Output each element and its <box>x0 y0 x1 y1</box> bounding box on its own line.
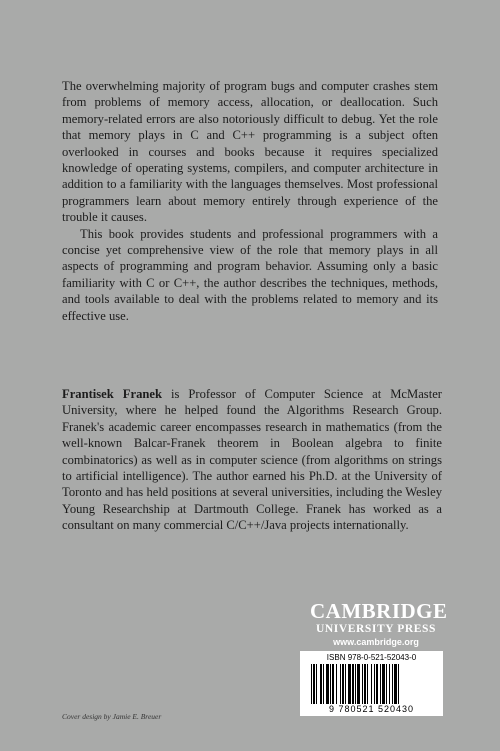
cover-credit: Cover design by Jamie E. Breuer <box>62 712 162 721</box>
barcode-bar <box>386 664 387 704</box>
barcode-bar <box>367 664 368 704</box>
barcode-bar <box>320 664 322 704</box>
barcode-bar <box>380 664 381 704</box>
barcode-bar <box>398 664 399 704</box>
barcode-bar <box>313 664 315 704</box>
isbn-label: ISBN 978-0-521-52043-0 <box>326 653 417 662</box>
barcode-bar <box>364 664 366 704</box>
book-description <box>62 78 438 324</box>
description-paragraph-1: The overwhelming majority of program bugs and computer crashes stem from problems of memory access, allocation, or deallocation. Such memory-related errors are also notoriously difficult to debug. Yet the role that memory plays in C and C++ programming is a subject often overlooked in courses and books because it requires specialized knowledge of operating systems, compilers, and computer architecture in addition to a familiarity with the languages themselves. Most professional programmers learn about memory entirely through experience of the trouble it causes. <box>62 79 438 225</box>
publisher-name: CAMBRIDGE <box>310 599 448 623</box>
barcode-number: 9 780521 520430 <box>328 704 415 714</box>
barcode-bar <box>326 664 329 704</box>
barcode-bar <box>330 664 331 704</box>
barcode-bar <box>355 664 356 704</box>
barcode-bar <box>311 664 312 704</box>
barcode-bar <box>392 664 393 704</box>
author-name: Frantisek Franek <box>62 387 162 401</box>
barcode-bar <box>374 664 375 704</box>
publisher-subtitle: UNIVERSITY PRESS <box>315 623 437 635</box>
barcode-bar <box>376 664 378 704</box>
barcode-bar <box>362 664 363 704</box>
barcode-bar <box>345 664 346 704</box>
barcode-bar <box>342 664 344 704</box>
barcode-bar <box>323 664 324 704</box>
description-paragraph-2: This book provides students and professional programmers with a concise yet comprehensive view of the role that memory plays in all aspects of programming and program behavior. Assuming only a basic familiarity with C or C++, the author describes the techniques, methods, and tools available to deal with the problems related to memory and its effective use. <box>62 226 438 323</box>
barcode-bar <box>394 664 397 704</box>
barcode-bar <box>382 664 385 704</box>
publisher-url: www.cambridge.org <box>333 637 419 647</box>
barcode-bar <box>316 664 317 704</box>
barcode-bar <box>389 664 390 704</box>
isbn-barcode <box>300 651 443 716</box>
barcode-bar <box>332 664 334 704</box>
barcode-bar <box>336 664 337 704</box>
barcode-bar <box>352 664 354 704</box>
barcode-bar <box>340 664 341 704</box>
author-bio <box>62 386 442 534</box>
author-bio-paragraph <box>62 386 442 534</box>
publisher-logo <box>310 599 448 648</box>
barcode-bar <box>357 664 360 704</box>
barcode-bar <box>371 664 372 704</box>
barcode-bar <box>348 664 351 704</box>
author-bio-text: is Professor of Computer Science at McMaster University, where he helped found the Algorithms Research Group. Franek's academic career encompasses research in mathematics (from the well-known Balcar-Franek theorem in Boolean algebra to finite combinatorics) as well as in computer science (from algorithms on strings to artificial intelligence). The author earned his Ph.D. at the University of Toronto and has held positions at several universities, including the Wesley Young Researchship at Dartmouth College. Franek has worked as a consultant on many commercial C/C++/Java projects internationally. <box>62 387 442 533</box>
barcode-bars <box>311 664 432 704</box>
